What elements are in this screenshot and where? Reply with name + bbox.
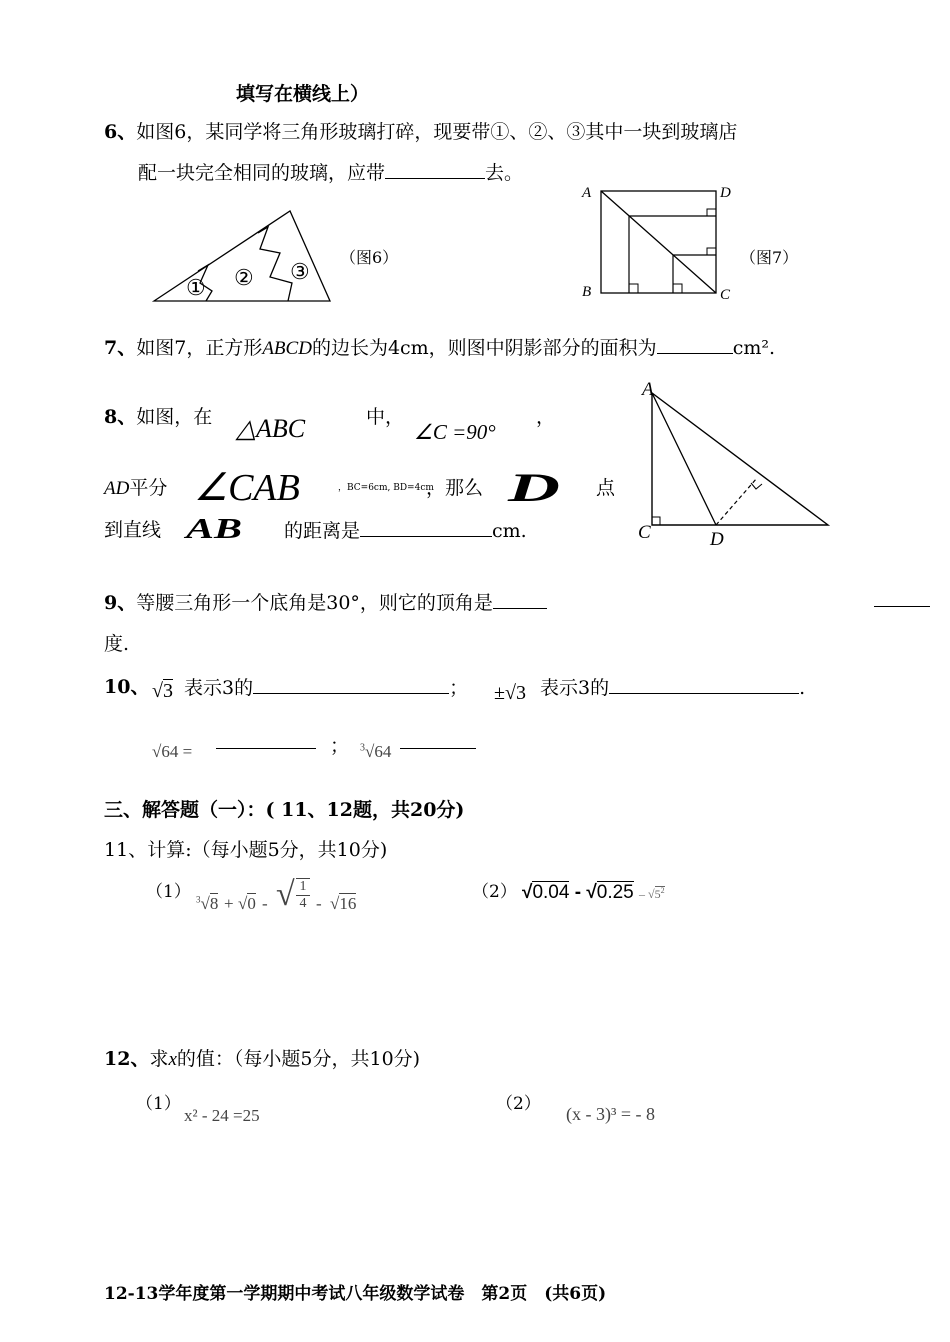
square-name: ABCD [262,338,312,359]
question-8-line3: 到直线 [104,519,162,541]
question-6-line1 [104,120,737,144]
question-text: 求 [149,1048,169,1070]
period: . [799,677,806,699]
question-8-line2 [104,476,167,501]
question-9-line2: 度. [104,633,130,655]
answer-blank[interactable] [253,675,449,694]
angle-cab: ∠CAB [194,467,300,509]
question-text: 点 [596,477,616,499]
question-number: 9、 [104,592,137,614]
part-label: （2） [472,882,517,902]
given-lengths: ，BC=6cm, BD=4cm [338,483,434,493]
comma: ， [536,406,556,428]
question-text: 平分 [129,477,168,499]
question-text: 如图，在 [136,406,213,428]
vertex-d-label: D [720,185,731,201]
line-ab: AB [186,514,243,545]
question-7 [104,335,775,361]
question-number: 12、 [104,1048,150,1070]
answer-blank[interactable] [493,590,547,609]
expression-11-2: $√0.04 - √0.25 - √5^2$ [522,882,665,903]
question-text: 的值：（每小题5分，共10分) [176,1048,421,1070]
question-text: 表示3的 [184,677,254,699]
question-8-line1 [104,405,212,429]
radicand: 3 [162,680,173,702]
figure-q8-triangle [630,375,840,550]
question-number: 11、 [104,839,148,861]
question-text: 如图6，某同学将三角形玻璃打碎，现要带①、②、③其中一块到玻璃店 [136,121,738,143]
vertex-a-label: A [582,185,592,201]
question-10-part1 [184,675,468,700]
question-number: 8、 [104,406,137,428]
question-text: 的边长为4cm，则图中阴影部分的面积为 [311,337,657,359]
figure-7-square [578,180,738,315]
figure-6-caption: （图6） [340,248,399,267]
cbrt-64-expression: $^3$√64 [360,742,392,761]
question-number: 10、 [104,676,150,698]
vertex-c-label: C [638,522,651,543]
question-text: 中， [366,406,405,428]
question-text: ，那么 [426,477,484,499]
question-text: 的距离是 [284,520,361,542]
piece-3-label: ③ [290,259,310,284]
part-label: （1） [136,1094,181,1114]
question-text: 如图7，正方形 [136,337,263,359]
radicand: 64 [374,742,392,761]
vertex-c-label: C [720,287,731,303]
sqrt-64-expression: √64 = [152,742,193,761]
question-text: 配一块完全相同的玻璃，应带 [138,162,386,184]
page-footer: 12-13学年度第一学期期中考试八年级数学试卷 第2页 (共6页) [104,1284,607,1304]
answer-blank[interactable] [400,730,476,749]
root-index: 3 [360,742,365,754]
question-text: 去。 [485,162,524,184]
segment-ad: AD [104,478,130,499]
answer-blank-continuation[interactable] [874,588,930,607]
question-11 [104,838,387,862]
question-10-part2 [540,675,805,700]
question-number: 7、 [104,337,137,359]
equals: = [182,742,193,761]
header-note: 填写在横线上） [236,83,370,105]
question-text: 等腰三角形一个底角是30°，则它的顶角是 [136,592,493,614]
answer-blank[interactable] [385,160,485,179]
point-d: D [508,465,561,510]
answer-blank[interactable] [216,730,316,749]
figure-7-caption: （图7） [740,248,799,267]
separator: ； [330,735,350,757]
part-label: （1） [146,882,191,902]
question-9-line1 [104,590,547,615]
unit: cm². [732,337,776,359]
question-text: 计算:（每小题5分，共10分) [147,839,388,861]
unit: cm. [492,520,527,542]
vertex-a-label: A [642,379,654,400]
question-6-line2 [138,160,523,185]
angle-c-90: ∠C =90° [414,420,496,444]
variable-x: x [168,1049,177,1070]
section-title: 三、解答题（一）：( 11、12题，共20分) [104,799,465,821]
question-text: 表示3的 [540,677,610,699]
piece-2-label: ② [234,265,254,290]
separator: ； [449,677,469,699]
answer-blank[interactable] [609,675,799,694]
sqrt-3: √3 [152,680,173,702]
vertex-b-label: B [582,284,592,300]
question-8-line3-end [284,518,527,543]
answer-blank[interactable] [360,518,492,537]
equation-12-2: (x - 3)³ = - 8 [566,1104,656,1124]
piece-1-label: ① [186,275,206,300]
point-d-label: D [710,529,724,550]
radicand: 3 [515,682,526,704]
part-label: （2） [496,1094,541,1114]
plus-minus: ± [494,682,505,704]
question-number: 6、 [104,121,137,143]
answer-blank[interactable] [657,335,733,354]
question-12 [104,1047,420,1072]
triangle-abc: △ABC [236,414,306,443]
pm-sqrt-3: ±√3 [494,682,526,704]
radicand: 64 [161,742,179,761]
figure-6-broken-glass [150,205,340,305]
equation-12-1: x² - 24 =25 [184,1106,260,1125]
